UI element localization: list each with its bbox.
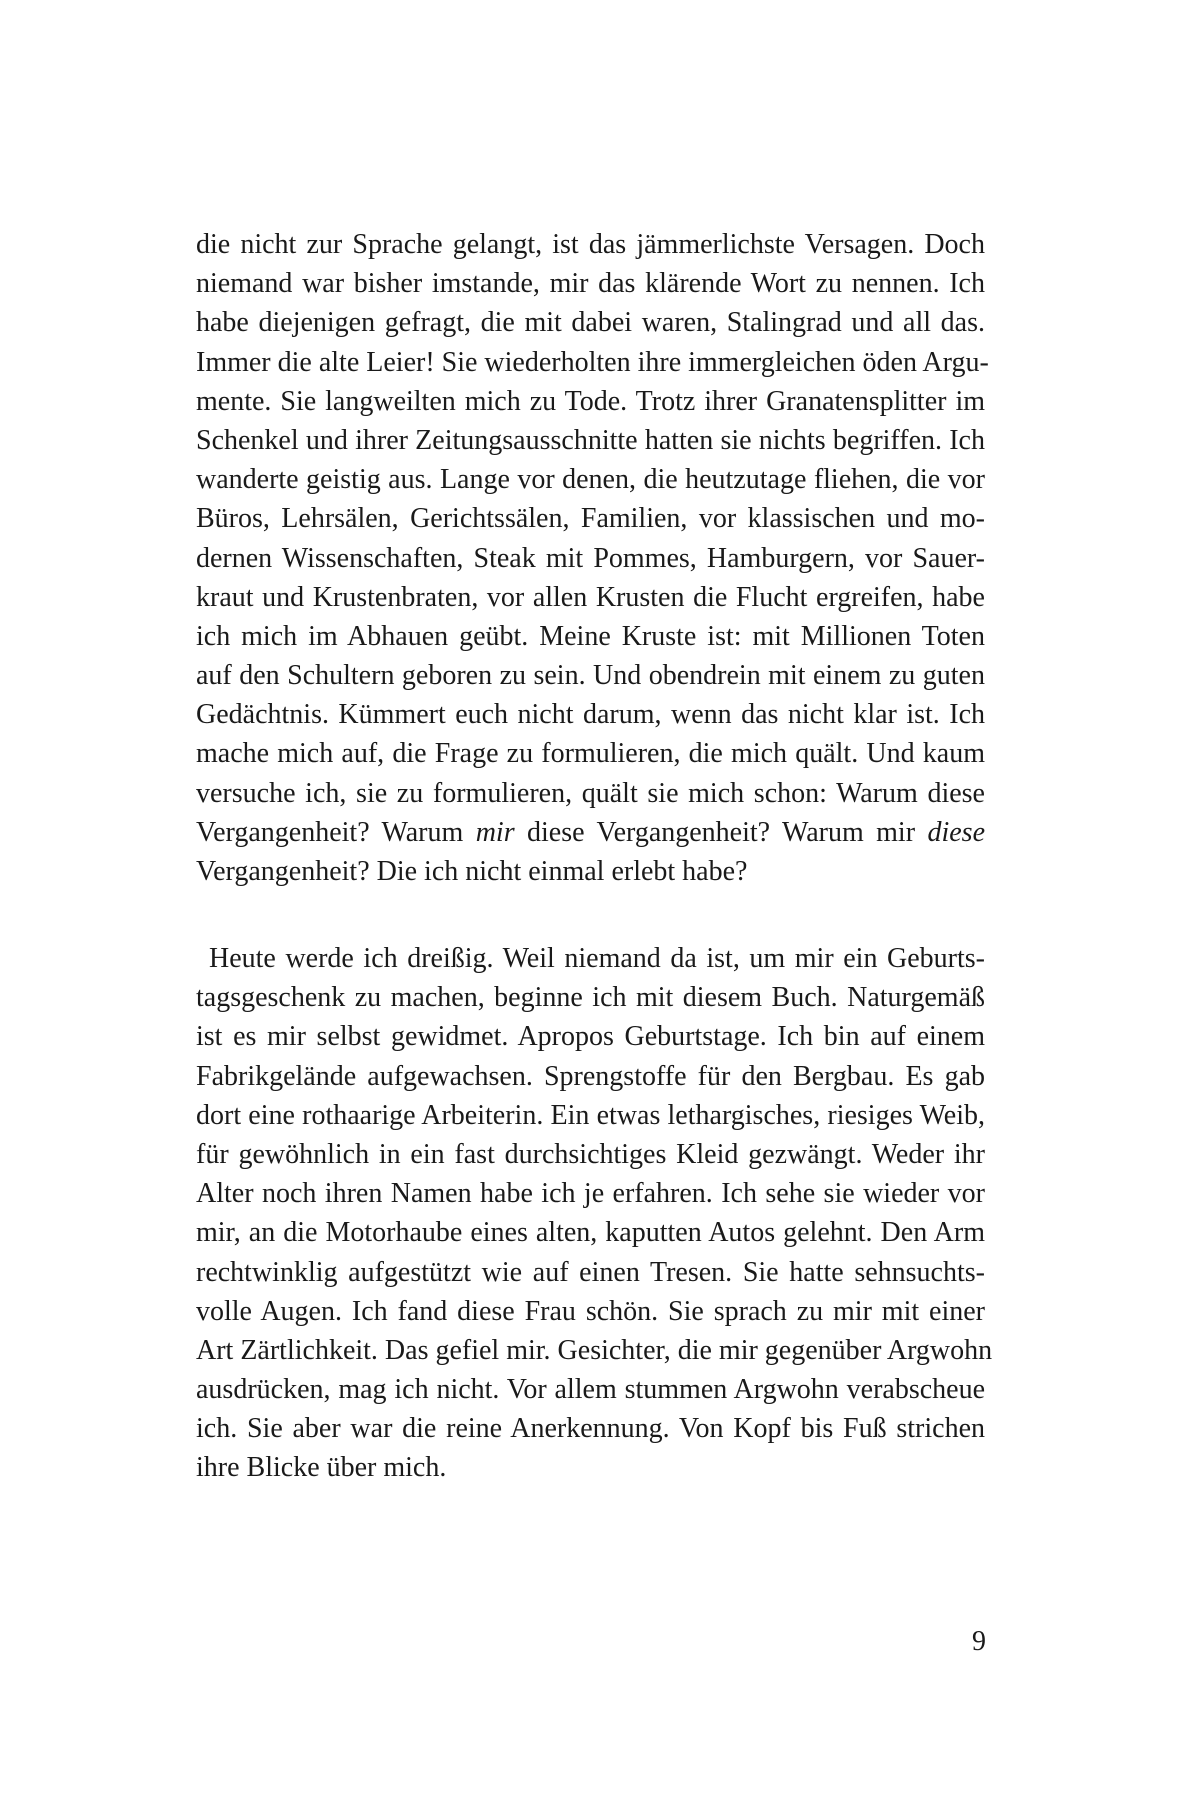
- text-line: ich mich im Abhauen geübt. Meine Kruste ist: mit Millionen Toten: [196, 620, 985, 652]
- text-line: mente. Sie langweilten mich zu Tode. Trotz ihrer Granatensplitter im: [196, 385, 985, 417]
- text-line: Alter noch ihren Namen habe ich je erfahren. Ich sehe sie wieder vor: [196, 1178, 985, 1210]
- text-line: Schenkel und ihrer Zeitungsausschnitte hatten sie nichts begriffen. Ich: [196, 424, 985, 456]
- text-line: mache mich auf, die Frage zu formulieren, die mich quält. Und kaum: [196, 738, 985, 770]
- paragraph-2: [196, 939, 993, 1488]
- text-line: dort eine rothaarige Arbeiterin. Ein etwas lethargisches, riesiges Weib,: [196, 1099, 985, 1131]
- text-line: tagsgeschenk zu machen, beginne ich mit diesem Buch. Naturgemäß: [196, 982, 985, 1014]
- text-run: diese Vergangenheit? Warum mir: [514, 816, 928, 848]
- text-line: für gewöhnlich in ein fast durchsichtiges Kleid gezwängt. Weder ihr: [196, 1138, 985, 1170]
- text-line: kraut und Krustenbraten, vor allen Krusten die Flucht ergreifen, habe: [196, 581, 985, 613]
- text-line: Fabrikgelände aufgewachsen. Sprengstoffe für den Bergbau. Es gab: [196, 1060, 985, 1092]
- text-line: Immer die alte Leier! Sie wiederholten ihre immergleichen öden Argu-: [196, 346, 989, 378]
- text-line: ihre Blicke über mich.: [196, 1452, 447, 1484]
- text-line: mir, an die Motorhaube eines alten, kaputten Autos gelehnt. Den Arm: [196, 1217, 985, 1249]
- text-line-with-emphasis: [196, 813, 985, 852]
- text-line: Gedächtnis. Kümmert euch nicht darum, wenn das nicht klar ist. Ich: [196, 699, 985, 731]
- text-line: volle Augen. Ich fand diese Frau schön. Sie sprach zu mir mit einer: [196, 1295, 985, 1327]
- text-line: Art Zärtlichkeit. Das gefiel mir. Gesichter, die mir gegenüber Argwohn: [196, 1334, 993, 1366]
- text-line: niemand war bisher imstande, mir das klärende Wort zu nennen. Ich: [196, 268, 985, 300]
- text-line: die nicht zur Sprache gelangt, ist das jämmerlichste Versagen. Doch: [196, 229, 985, 260]
- text-line: Vergangenheit? Die ich nicht einmal erlebt habe?: [196, 856, 748, 887]
- emphasis-mir: mir: [475, 816, 515, 848]
- text-line: ausdrücken, mag ich nicht. Vor allem stummen Argwohn verabscheue: [196, 1374, 985, 1406]
- text-line: versuche ich, sie zu formulieren, quält sie mich schon: Warum diese: [196, 777, 985, 809]
- text-line: dernen Wissenschaften, Steak mit Pommes, Hamburgern, vor Sauer-: [196, 542, 985, 574]
- text-line: ist es mir selbst gewidmet. Apropos Geburtstage. Ich bin auf einem: [196, 1021, 985, 1053]
- text-run: Vergangenheit? Warum: [196, 816, 476, 848]
- text-line: habe diejenigen gefragt, die mit dabei waren, Stalingrad und all das.: [196, 307, 985, 339]
- text-line: ich. Sie aber war die reine Anerkennung. Von Kopf bis Fuß strichen: [196, 1413, 985, 1445]
- page-number: 9: [972, 1626, 986, 1657]
- text-line: Büros, Lehrsälen, Gerichtssälen, Familien, vor klassischen und mo-: [196, 503, 985, 535]
- text-line: auf den Schultern geboren zu sein. Und obendrein mit einem zu guten: [196, 660, 985, 692]
- text-line: wanderte geistig aus. Lange vor denen, die heutzutage fliehen, die vor: [196, 464, 985, 496]
- text-line-indented: Heute werde ich dreißig. Weil niemand da ist, um mir ein Geburts-: [209, 943, 985, 974]
- paragraph-1: [196, 225, 989, 891]
- text-line: rechtwinklig aufgestützt wie auf einen Tresen. Sie hatte sehnsuchts-: [196, 1256, 985, 1288]
- emphasis-diese: diese: [927, 816, 985, 848]
